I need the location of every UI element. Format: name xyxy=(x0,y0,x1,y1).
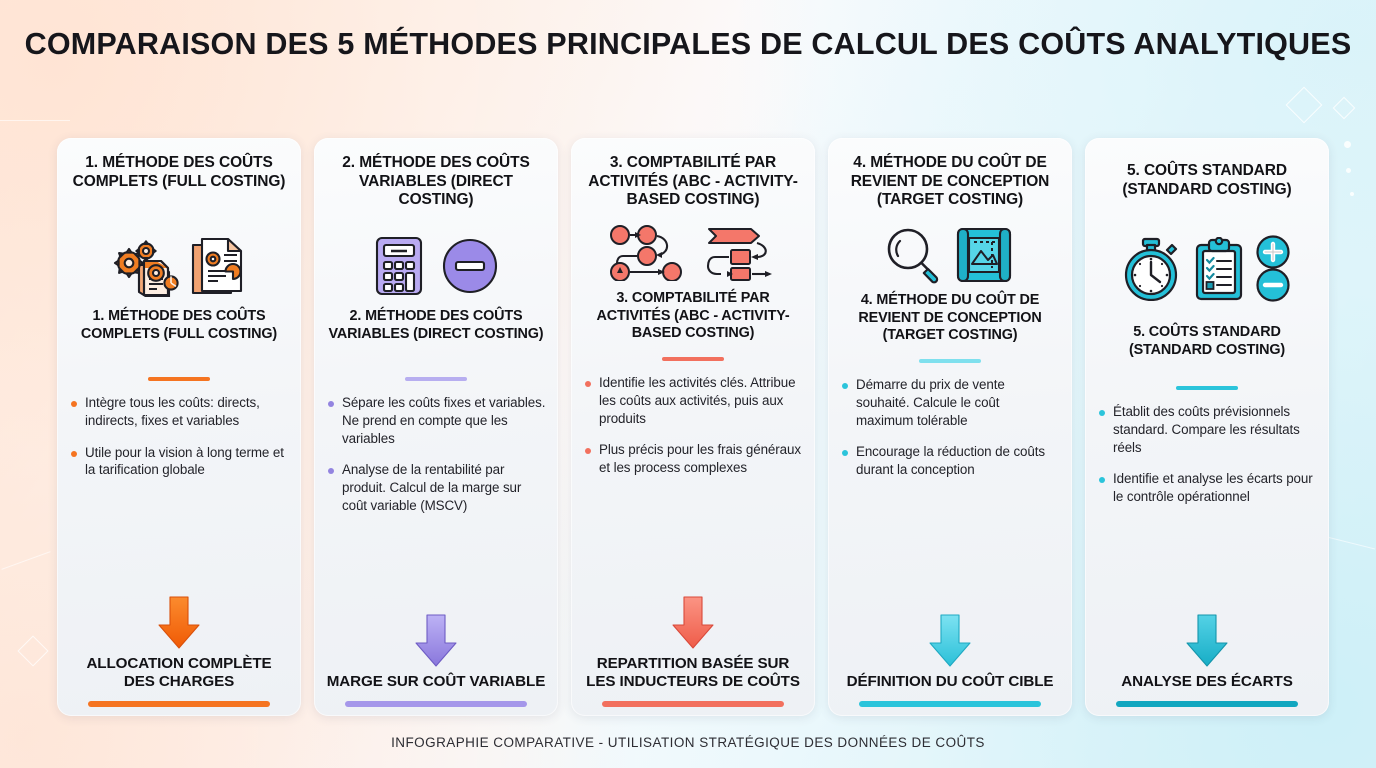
document-report-icon xyxy=(189,235,245,297)
card-bullets xyxy=(583,374,803,595)
card-conclusion: MARGE SUR COÛT VARIABLE xyxy=(326,672,546,690)
bullet-label: Établit des coûts prévisionnels standard. Compare les résultats réels xyxy=(1113,404,1300,455)
bullet-dot-icon xyxy=(328,401,334,407)
checklist-clipboard-icon xyxy=(1192,237,1246,301)
bullet-label: Identifie et analyse les écarts pour le contrôle opérationnel xyxy=(1113,471,1313,505)
card-divider xyxy=(148,377,210,381)
bullet-label: Intègre tous les coûts: directs, indirects, fixes et variables xyxy=(85,395,260,428)
card-bullets xyxy=(1097,403,1317,613)
card-accent-bar xyxy=(1116,701,1298,707)
dot-decor-1 xyxy=(1344,141,1351,148)
bullet-dot-icon xyxy=(1099,477,1105,483)
card-accent-bar xyxy=(859,701,1041,707)
card-title: 5. COÛTS STANDARD (STANDARD COSTING) xyxy=(1128,324,1286,358)
bullet-dot-icon xyxy=(328,468,334,474)
card-footer xyxy=(69,595,289,716)
bullet-dot-icon xyxy=(71,401,77,407)
bullet-label: Plus précis pour les frais généraux et les process complexes xyxy=(599,442,801,476)
dot-decor-2 xyxy=(1346,168,1351,173)
card-icons xyxy=(326,230,546,302)
method-card-2[interactable] xyxy=(314,138,558,716)
diamond-decor-3 xyxy=(17,635,48,666)
bullet-dot-icon xyxy=(585,448,591,454)
plus-minus-icon xyxy=(1255,234,1291,304)
card-divider xyxy=(405,377,467,381)
node-network-icon xyxy=(609,225,685,281)
card-heading: 4. MÉTHODE DU COÛT DE REVIENT DE CONCEPTION (TARGET COSTING) xyxy=(850,154,1050,209)
dot-decor-3 xyxy=(1350,192,1354,196)
bullet-label: Utile pour la vision à long terme et la tarification globale xyxy=(85,444,284,478)
card-divider xyxy=(919,359,981,363)
card-divider xyxy=(662,357,724,361)
card-accent-bar xyxy=(88,701,270,707)
stopwatch-icon xyxy=(1123,237,1183,301)
list-item xyxy=(840,376,1060,429)
cards-container xyxy=(57,138,1319,716)
bullet-dot-icon xyxy=(842,450,848,456)
method-card-5[interactable] xyxy=(1085,138,1329,716)
list-item xyxy=(69,394,289,430)
method-card-3[interactable] xyxy=(571,138,815,716)
diamond-decor-1 xyxy=(1286,87,1323,124)
card-title: 4. MÉTHODE DU COÛT DE REVIENT DE CONCEPTION (TARGET COSTING) xyxy=(858,292,1042,344)
card-icons xyxy=(583,222,803,284)
card-conclusion: REPARTITION BASÉE SUR LES INDUCTEURS DE COÛTS xyxy=(586,654,800,690)
line-decor-1 xyxy=(0,120,70,121)
list-item xyxy=(840,443,1060,479)
bullet-label: Analyse de la rentabilité par produit. Calcul de la marge sur coût variable (MSCV) xyxy=(342,462,522,514)
card-accent-bar xyxy=(345,701,527,707)
footer-caption: INFOGRAPHIE COMPARATIVE - UTILISATION STRATÉGIQUE DES DONNÉES DE COÛTS xyxy=(391,735,985,750)
line-decor-2 xyxy=(1,551,50,570)
bullet-dot-icon xyxy=(71,451,77,457)
card-title: 3. COMPTABILITÉ PAR ACTIVITÉS (ABC - ACTIVITY-BASED COSTING) xyxy=(596,290,790,342)
method-card-1[interactable] xyxy=(57,138,301,716)
down-arrow-icon xyxy=(1182,613,1232,668)
down-arrow-icon xyxy=(668,595,718,650)
list-item xyxy=(1097,470,1317,506)
list-item xyxy=(326,394,546,447)
bullet-label: Identifie les activités clés. Attribue les coûts aux activités, puis aux produits xyxy=(599,375,796,426)
card-heading: 2. MÉTHODE DES COÛTS VARIABLES (DIRECT COSTING) xyxy=(342,154,530,209)
card-heading: 5. COÛTS STANDARD (STANDARD COSTING) xyxy=(1122,162,1292,198)
calculator-icon xyxy=(373,235,425,297)
card-title: 2. MÉTHODE DES COÛTS VARIABLES (DIRECT COSTING) xyxy=(328,308,544,342)
down-arrow-icon xyxy=(154,595,204,650)
card-bullets xyxy=(69,394,289,595)
card-bullets xyxy=(840,376,1060,613)
card-heading: 1. MÉTHODE DES COÛTS COMPLETS (FULL COSTING) xyxy=(72,154,286,190)
bullet-dot-icon xyxy=(1099,410,1105,416)
card-conclusion: ALLOCATION COMPLÈTE DES CHARGES xyxy=(86,654,272,690)
card-divider xyxy=(1176,386,1238,390)
down-arrow-icon xyxy=(925,613,975,668)
card-conclusion: DÉFINITION DU COÛT CIBLE xyxy=(846,672,1054,690)
card-icons xyxy=(840,224,1060,286)
down-arrow-icon xyxy=(411,613,461,668)
card-heading: 3. COMPTABILITÉ PAR ACTIVITÉS (ABC - ACTIVITY-BASED COSTING) xyxy=(588,154,798,209)
list-item xyxy=(1097,403,1317,456)
list-item xyxy=(326,461,546,514)
diamond-decor-2 xyxy=(1333,97,1356,120)
process-flow-icon xyxy=(699,225,777,281)
minus-circle-icon xyxy=(441,237,499,295)
blueprint-icon xyxy=(952,226,1016,284)
method-card-4[interactable] xyxy=(828,138,1072,716)
card-bullets xyxy=(326,394,546,613)
page-title: COMPARAISON DES 5 MÉTHODES PRINCIPALES DE CALCUL DES COÛTS ANALYTIQUES xyxy=(24,27,1352,61)
card-conclusion: ANALYSE DES ÉCARTS xyxy=(1121,672,1293,690)
card-icons xyxy=(69,230,289,302)
card-title: 1. MÉTHODE DES COÛTS COMPLETS (FULL COSTING) xyxy=(80,308,278,342)
card-icons xyxy=(1097,230,1317,308)
card-footer xyxy=(583,595,803,716)
bullet-dot-icon xyxy=(585,381,591,387)
bullet-dot-icon xyxy=(842,383,848,389)
list-item xyxy=(583,441,803,477)
bullet-label: Démarre du prix de vente souhaité. Calcule le coût maximum tolérable xyxy=(856,377,1005,428)
gears-icon xyxy=(113,235,181,297)
list-item xyxy=(69,444,289,480)
magnifier-icon xyxy=(884,226,942,284)
bullet-label: Encourage la réduction de coûts durant la conception xyxy=(856,444,1045,478)
bullet-label: Sépare les coûts fixes et variables. Ne prend en compte que les variables xyxy=(342,395,546,446)
list-item xyxy=(583,374,803,427)
card-accent-bar xyxy=(602,701,784,707)
